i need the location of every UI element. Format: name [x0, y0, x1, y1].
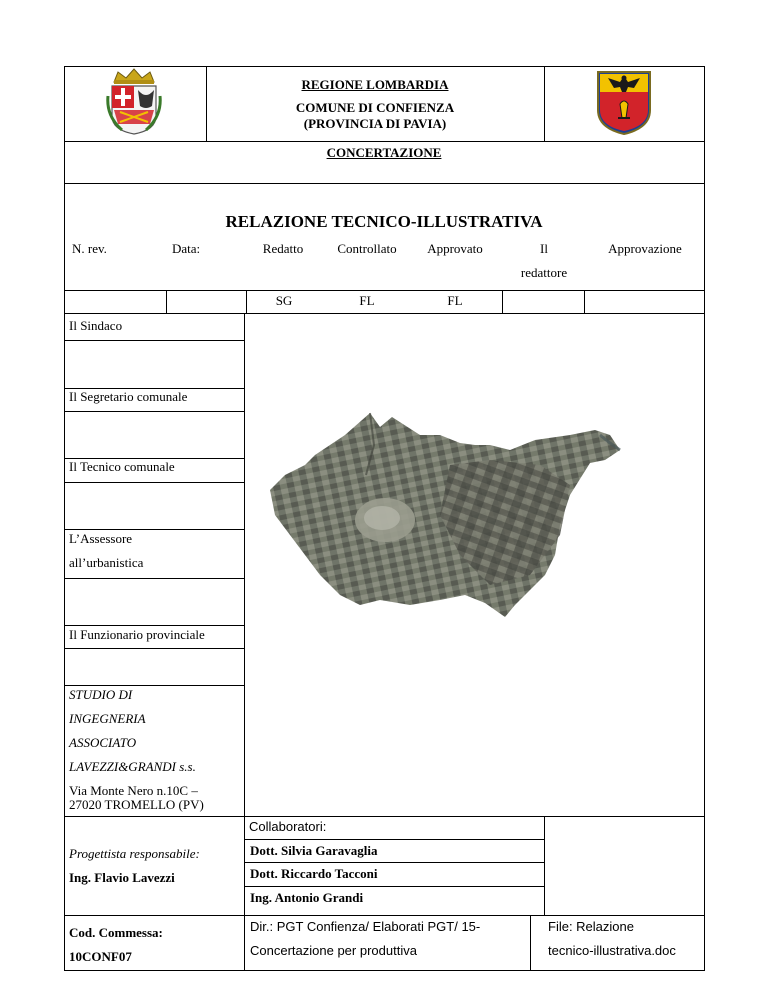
revision-header-approval: Approvazione	[608, 241, 682, 256]
revision-header-checked: Controllato	[337, 241, 397, 256]
aerial-map	[270, 405, 635, 620]
studio-line3: ASSOCIATO	[69, 735, 137, 750]
studio-line2: INGEGNERIA	[69, 711, 146, 726]
signature-technician: Il Tecnico comunale	[69, 459, 175, 474]
responsible-name: Ing. Flavio Lavezzi	[69, 870, 175, 885]
revision-header-drafted: Redatto	[262, 241, 304, 256]
collaborator-2: Dott. Riccardo Tacconi	[250, 866, 378, 881]
province-title: (PROVINCIA DI PAVIA)	[303, 116, 447, 131]
revision-header-rev: N. rev.	[72, 241, 107, 256]
studio-line4: LAVEZZI&GRANDI s.s.	[69, 759, 196, 774]
directory-line1: Dir.: PGT Confienza/ Elaborati PGT/ 15-	[250, 919, 481, 934]
signature-provincial: Il Funzionario provinciale	[69, 627, 205, 642]
phase-title: CONCERTAZIONE	[326, 145, 442, 160]
comune-title: COMUNE DI CONFIENZA	[295, 100, 455, 115]
collaborator-3: Ing. Antonio Grandi	[250, 890, 364, 905]
collaborator-1: Dott. Silvia Garavaglia	[250, 843, 378, 858]
revision-row-checked: FL	[359, 293, 375, 308]
revision-row-approved: FL	[447, 293, 463, 308]
commission-code-value: 10CONF07	[69, 949, 132, 964]
region-title: REGIONE LOMBARDIA	[301, 77, 449, 92]
studio-line1: STUDIO DI	[69, 687, 133, 702]
signature-assessor-line2: all’urbanistica	[69, 555, 144, 570]
province-crest	[104, 66, 164, 136]
file-name-line2: tecnico-illustrativa.doc	[548, 943, 676, 958]
revision-header-approved: Approvato	[427, 241, 483, 256]
studio-address-line2: 27020 TROMELLO (PV)	[69, 797, 204, 812]
signature-mayor: Il Sindaco	[69, 318, 123, 333]
signature-secretary: Il Segretario comunale	[69, 389, 188, 404]
commission-code-label: Cod. Commessa:	[69, 925, 163, 940]
responsible-label: Progettista responsabile:	[69, 846, 200, 861]
comune-crest	[594, 68, 654, 136]
revision-row-drafted: SG	[275, 293, 293, 308]
signature-assessor-line1: L’Assessore	[69, 531, 133, 546]
revision-header-editor-line1: Il	[540, 241, 548, 256]
document-title: RELAZIONE TECNICO-ILLUSTRATIVA	[225, 212, 543, 231]
collaborators-label: Collaboratori:	[249, 819, 327, 834]
file-name-line1: File: Relazione	[548, 919, 634, 934]
directory-line2: Concertazione per produttiva	[250, 943, 417, 958]
studio-address-line1: Via Monte Nero n.10C –	[69, 783, 198, 798]
revision-header-editor-line2: redattore	[520, 265, 568, 280]
revision-header-date: Data:	[172, 241, 201, 256]
